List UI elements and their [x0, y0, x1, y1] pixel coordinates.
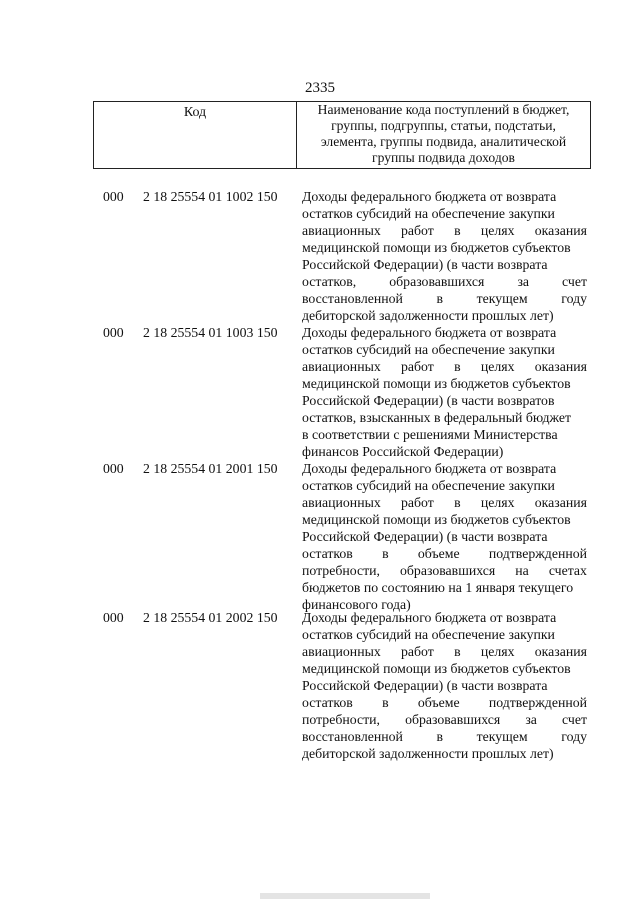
description-line [302, 358, 587, 375]
description-word: на [515, 563, 529, 578]
revenue-description [302, 324, 587, 460]
description-word: в [436, 729, 444, 744]
description-line [302, 239, 587, 256]
description-word: восстановленной [302, 291, 403, 306]
description-line [302, 477, 587, 494]
description-word: остатков [302, 546, 353, 561]
description-word: в [454, 495, 461, 510]
description-word: за [517, 274, 530, 289]
description-line [302, 494, 587, 511]
header-code-cell: Код [94, 102, 297, 168]
description-line [302, 273, 587, 290]
description-line [302, 677, 587, 694]
description-word: в [436, 291, 444, 306]
description-line [302, 643, 587, 660]
description-word: оказания [534, 359, 587, 374]
description-word: в [454, 223, 461, 238]
description-text: медицинской помощи из бюджетов субъектов [302, 376, 571, 391]
description-text: Российской Федерации) (в части возврата [302, 257, 548, 272]
description-text: остатков субсидий на обеспечение закупки [302, 627, 555, 642]
revenue-description [302, 460, 587, 613]
description-text: остатков, взысканных в федеральный бюджет [302, 410, 571, 425]
description-word: году [561, 729, 587, 744]
description-word: объеме [417, 695, 460, 710]
description-text: Российской Федерации) (в части возвратов [302, 393, 555, 408]
description-word: восстановленной [302, 729, 403, 744]
description-line [302, 307, 587, 324]
revenue-description [302, 609, 587, 762]
description-word: авиационных [302, 223, 381, 238]
description-word: авиационных [302, 644, 381, 659]
description-word: подтвержденной [488, 546, 587, 561]
description-word: потребности, [302, 563, 380, 578]
description-text: Российской Федерации) (в части возврата [302, 529, 548, 544]
description-text: финансов Российской Федерации) [302, 444, 504, 459]
admin-code: 000 [103, 461, 124, 476]
description-text: остатков субсидий на обеспечение закупки [302, 342, 555, 357]
description-text: финансового года) [302, 597, 411, 612]
description-line [302, 426, 587, 443]
description-line [302, 290, 587, 307]
description-word: целях [480, 495, 515, 510]
description-word: оказания [534, 223, 587, 238]
header-name-cell [297, 102, 590, 168]
header-name-line: группы подвида доходов [372, 150, 515, 165]
description-word: подтвержденной [488, 695, 587, 710]
description-text: дебиторской задолженности прошлых лет) [302, 308, 554, 323]
page-number: 2335 [305, 80, 335, 96]
description-word: в [382, 546, 389, 561]
description-text: в соответствии с решениями Министерства [302, 427, 558, 442]
description-word: образовавшихся [400, 563, 496, 578]
header-name-line: элемента, группы подвида, аналитической [320, 134, 567, 149]
description-word: текущем [476, 729, 528, 744]
description-line [302, 579, 587, 596]
description-text: медицинской помощи из бюджетов субъектов [302, 240, 571, 255]
description-word: году [561, 291, 587, 306]
description-text: остатков субсидий на обеспечение закупки [302, 206, 555, 221]
revenue-code: 2 18 25554 01 1002 150 [143, 189, 278, 204]
description-line [302, 562, 587, 579]
description-line [302, 660, 587, 677]
description-line [302, 745, 587, 762]
header-name-line: группы, подгруппы, статьи, подстатьи, [331, 118, 556, 133]
description-word: за [525, 712, 537, 727]
description-word: работ [401, 495, 434, 510]
description-word: оказания [534, 644, 587, 659]
description-word: остатков [302, 695, 353, 710]
description-line [302, 626, 587, 643]
description-word: целях [480, 223, 515, 238]
scan-artifact [260, 893, 430, 899]
description-line [302, 324, 587, 341]
description-word: авиационных [302, 359, 381, 374]
description-line [302, 222, 587, 239]
description-text: медицинской помощи из бюджетов субъектов [302, 512, 571, 527]
description-text: дебиторской задолженности прошлых лет) [302, 746, 554, 761]
description-text: медицинской помощи из бюджетов субъектов [302, 661, 571, 676]
description-word: авиационных [302, 495, 381, 510]
description-line [302, 511, 587, 528]
description-text: Доходы федерального бюджета от возврата [302, 610, 557, 625]
revenue-code: 2 18 25554 01 2002 150 [143, 610, 278, 625]
description-word: оказания [534, 495, 587, 510]
description-line [302, 528, 587, 545]
description-line [302, 460, 587, 477]
admin-code: 000 [103, 325, 124, 340]
description-text: Доходы федерального бюджета от возврата [302, 461, 557, 476]
description-word: образовавшихся [389, 274, 485, 289]
description-word: потребности, [302, 712, 380, 727]
description-word: целях [480, 359, 515, 374]
description-line [302, 205, 587, 222]
description-text: Российской Федерации) (в части возврата [302, 678, 548, 693]
description-text: Доходы федерального бюджета от возврата [302, 325, 557, 340]
description-line [302, 694, 587, 711]
description-line [302, 392, 587, 409]
revenue-description [302, 188, 587, 324]
revenue-code: 2 18 25554 01 1003 150 [143, 325, 278, 340]
description-word: работ [401, 223, 434, 238]
description-line [302, 728, 587, 745]
description-line [302, 545, 587, 562]
description-text: Доходы федерального бюджета от возврата [302, 189, 557, 204]
description-line [302, 341, 587, 358]
admin-code: 000 [103, 610, 124, 625]
description-line [302, 375, 587, 392]
description-line [302, 188, 587, 205]
description-word: в [382, 695, 389, 710]
description-word: работ [401, 644, 434, 659]
description-word: счет [562, 274, 587, 289]
description-word: в [454, 359, 461, 374]
description-word: счет [562, 712, 587, 727]
table-header [93, 101, 591, 169]
header-name-line: Наименование кода поступлений в бюджет, [317, 102, 570, 117]
description-word: счетах [548, 563, 587, 578]
description-word: работ [401, 359, 434, 374]
description-word: целях [480, 644, 515, 659]
description-line [302, 256, 587, 273]
description-line [302, 443, 587, 460]
description-word: объеме [417, 546, 460, 561]
description-word: образовавшихся [405, 712, 501, 727]
admin-code: 000 [103, 189, 124, 204]
description-line [302, 609, 587, 626]
description-text: бюджетов по состоянию на 1 января текущего [302, 580, 574, 595]
description-word: остатков, [302, 274, 357, 289]
description-line [302, 711, 587, 728]
revenue-code: 2 18 25554 01 2001 150 [143, 461, 278, 476]
description-word: в [454, 644, 461, 659]
description-text: остатков субсидий на обеспечение закупки [302, 478, 555, 493]
description-word: текущем [476, 291, 528, 306]
description-line [302, 409, 587, 426]
